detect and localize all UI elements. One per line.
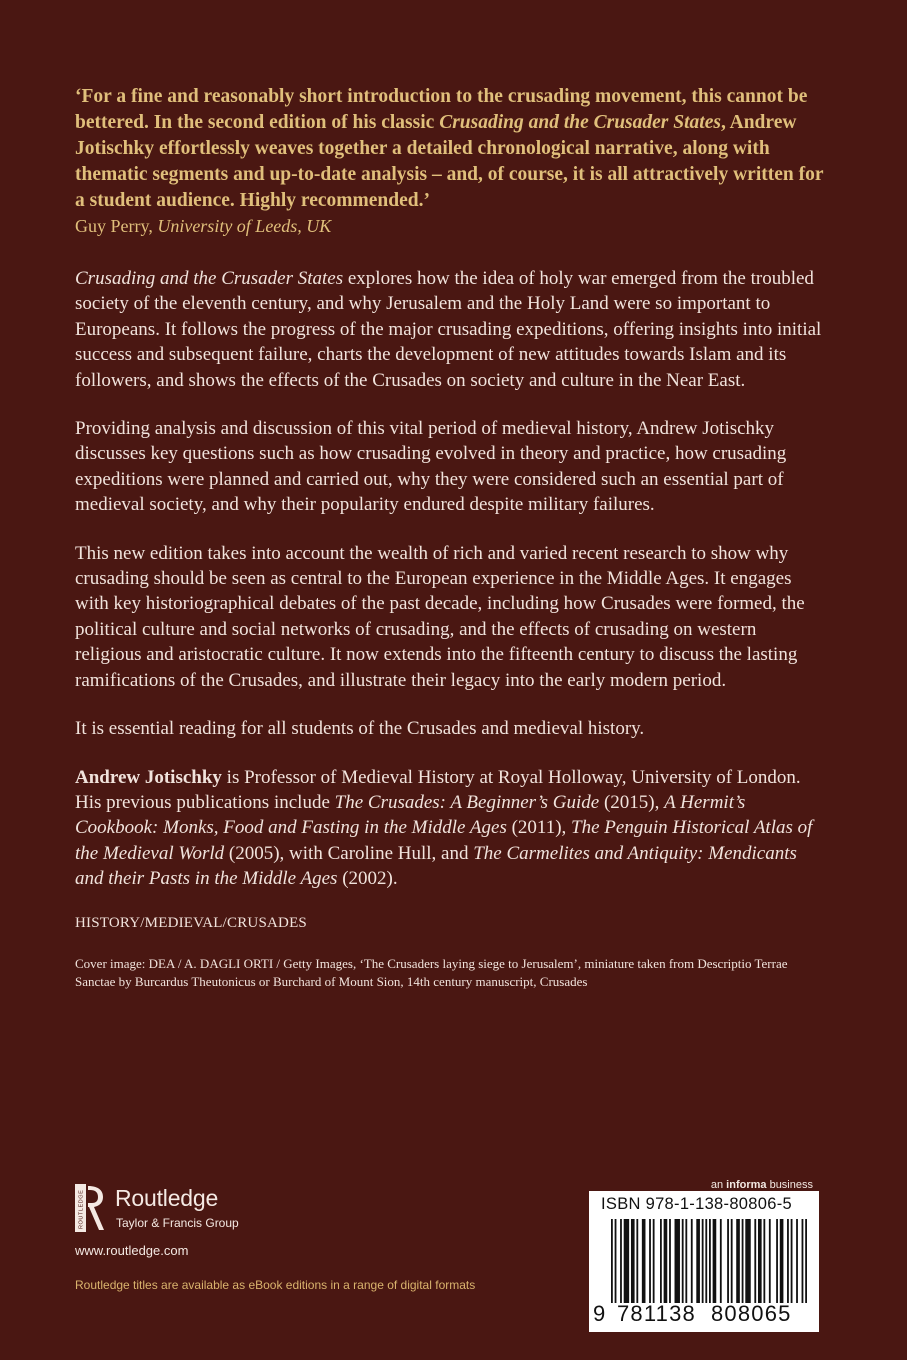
subject-category: HISTORY/MEDIEVAL/CRUSADES	[75, 914, 307, 931]
author-book-2: A Hermit’s Cookbook: Monks, Food and Fasting in the Middle Ages	[75, 791, 746, 839]
ebook-availability-note: Routledge titles are available as eBook editions in a range of digital formats	[75, 1278, 476, 1292]
informa-business-label	[709, 1179, 813, 1191]
barcode-bar	[685, 1219, 687, 1303]
barcode-bar	[642, 1219, 646, 1303]
barcode-bar	[713, 1219, 717, 1303]
attribution-affiliation: University of Leeds, UK	[157, 216, 332, 236]
description-paragraph-4: It is essential reading for all students of the Crusades and medieval history.	[75, 718, 645, 740]
barcode-bar	[649, 1219, 651, 1303]
author-book-3: The Penguin Historical Atlas of the Medieval World	[75, 817, 813, 864]
barcode-bar	[769, 1219, 771, 1303]
barcode-bar	[620, 1219, 622, 1303]
barcode-bar	[702, 1219, 704, 1303]
author-bio-text: (2015),	[599, 791, 665, 813]
barcode-bar	[776, 1219, 778, 1303]
barcode-bar	[791, 1219, 793, 1303]
endorsement-attribution	[75, 214, 825, 238]
barcode-bar	[745, 1219, 750, 1303]
barcode-bar	[780, 1219, 784, 1303]
barcode-bar	[802, 1219, 804, 1303]
barcode-icon	[611, 1219, 807, 1303]
author-bio-text: is Professor of Medieval History at Royal Holloway, University of London. His previous publications include	[75, 766, 801, 813]
barcode-bar	[742, 1219, 744, 1303]
author-book-4: The Carmelites and Antiquity: Mendicants and their Pasts in the Middle Ages	[75, 842, 797, 890]
barcode-bar	[669, 1219, 671, 1303]
publisher-name: Routledge	[115, 1185, 219, 1211]
barcode-bar	[720, 1219, 722, 1303]
barcode-bar	[805, 1219, 807, 1303]
attribution-name: Guy Perry,	[75, 216, 158, 236]
author-book-1: The Crusades: A Beginner’s Guide	[334, 791, 600, 813]
description-paragraph-3: This new edition takes into account the wealth of rich and varied recent research to show why crusading should be seen as central to the European experience in the Middle Ages. It engages with key historiographical debates of the past decade, including how Crusades were formed, the political culture and social networks of crusading, and the effects of crusading on western religious and aristocratic culture. It now extends into the fifteenth century to discuss the lasting ramifications of the Crusades, and illustrate their legacy into the early modern period.	[75, 542, 805, 691]
isbn-barcode-box	[589, 1191, 819, 1332]
description-text-1: explores how the idea of holy war emerged from the troubled society of the eleventh century, and why Jerusalem and the Holy Land were so important to Europeans. It follows the progress of the major crusading expeditions, offering insights into initial success and subsequent failure, charts the development of new attitudes towards Islam and its followers, and shows the effects of the Crusades on society and culture in the Near East.	[75, 268, 822, 391]
barcode-bar	[754, 1219, 756, 1303]
author-bio-text: (2002).	[337, 868, 398, 890]
author-bio-text: (2011),	[506, 817, 572, 839]
barcode-bar	[709, 1219, 711, 1303]
barcode-digit-lead: 9	[593, 1301, 606, 1326]
cover-image-credit: Cover image: DEA / A. DAGLI ORTI / Getty Images, ‘The Crusaders laying siege to Jerusalem’, miniature taken from Descriptio Terrae Sanctae by Burcardus Theutonicus or Burchard of Mount Sion, 14th century manuscript, Crusades	[75, 955, 788, 989]
barcode-bar	[615, 1219, 617, 1303]
barcode-bar	[624, 1219, 629, 1303]
barcode-bar	[682, 1219, 684, 1303]
barcode-bar	[796, 1219, 798, 1303]
svg-text:ROUTLEDGE: ROUTLEDGE	[78, 1189, 85, 1229]
barcode-bar	[675, 1219, 680, 1303]
barcode-bar	[758, 1219, 762, 1303]
publisher-group: Taylor & Francis Group	[116, 1216, 239, 1230]
endorsement-quote	[75, 84, 825, 214]
barcode-bar	[763, 1219, 765, 1303]
barcode-bar	[727, 1219, 729, 1303]
cover-text-block	[75, 84, 825, 991]
routledge-logo-icon	[75, 1184, 105, 1232]
barcode-bar	[611, 1219, 613, 1303]
barcode-bar	[631, 1219, 635, 1303]
barcode-bar	[660, 1219, 662, 1303]
barcode-bar	[787, 1219, 789, 1303]
author-name: Andrew Jotischky	[75, 766, 222, 788]
barcode-bar	[636, 1219, 638, 1303]
informa-brand: informa	[726, 1179, 767, 1191]
description-paragraph-2: Providing analysis and discussion of this vital period of medieval history, Andrew Jotischky discusses key questions such as how crusading evolved in theory and practice, how crusading expeditions were planned and carried out, why they were considered such an essential part of medieval society, and why their popularity endured despite military failures.	[75, 418, 787, 516]
barcode-bar	[736, 1219, 740, 1303]
barcode-bar	[653, 1219, 655, 1303]
quote-part-2: , Andrew Jotischky effortlessly weaves together a detailed chronological narrative, along with thematic segments and up-to-date analysis – and, of course, it is all attractively written for a student audience. Highly recommended.’	[75, 112, 824, 211]
barcode-bar	[731, 1219, 733, 1303]
description-paragraph-1	[75, 266, 825, 393]
barcode-bar	[691, 1219, 693, 1303]
publisher-website: www.routledge.com	[75, 1243, 189, 1258]
description-book-title: Crusading and the Crusader States	[75, 268, 344, 289]
quote-part-1: ‘For a fine and reasonably short introduction to the crusading movement, this cannot be bettered. In the second edition of his classic	[75, 86, 808, 133]
quote-book-title: Crusading and the Crusader States	[439, 112, 721, 133]
barcode-bar	[664, 1219, 668, 1303]
barcode-bar	[696, 1219, 700, 1303]
informa-suffix: business	[766, 1179, 813, 1191]
barcode-digits-left: 781138	[617, 1301, 696, 1326]
barcode-digits-right: 808065	[711, 1301, 792, 1326]
author-bio-text: (2005), with Caroline Hull, and	[224, 842, 474, 864]
barcode-bar	[705, 1219, 707, 1303]
publisher-block	[75, 1184, 535, 1314]
isbn-number: ISBN 978-1-138-80806-5	[601, 1195, 792, 1213]
author-bio	[75, 765, 825, 892]
barcode-digits	[593, 1301, 813, 1327]
informa-prefix: an	[710, 1179, 727, 1191]
